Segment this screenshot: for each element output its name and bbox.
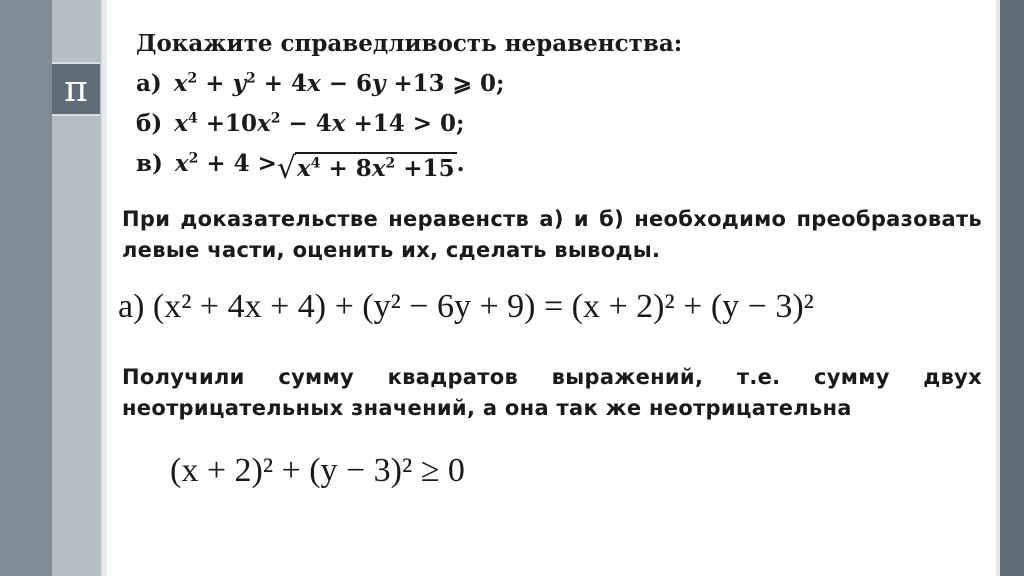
inequality-b xyxy=(136,104,856,144)
item-label: в) xyxy=(136,150,163,177)
inequality-b-expr: $x^4 +10x^2 - 4x +14 > 0$; xyxy=(174,110,465,137)
explanation-paragraph-2: Получили сумму квадратов выражений, т.е. сумму двух неотрицательных значений, а она так же неотрицательна xyxy=(122,365,982,420)
square-root: √ $x^4 + 8x^2 +15$ xyxy=(276,151,455,186)
right-sidebar-bar xyxy=(1000,0,1024,576)
inequality-c xyxy=(136,144,856,190)
transformation-formula: а) (x² + 4x + 4) + (y² − 6y + 9) = (x + 2)² + (y − 3)² xyxy=(118,288,814,325)
item-label: а) xyxy=(136,70,162,97)
pi-glyph: π xyxy=(64,68,88,110)
conclusion-formula: (x + 2)² + (y − 3)² ≥ 0 xyxy=(170,452,465,489)
left-sidebar-dark xyxy=(0,0,52,576)
problem-title: Докажите справедливость неравенства: xyxy=(136,30,683,57)
explanation-paragraph-1: При доказательстве неравенств а) и б) необходимо преобразовать левые части, оценить их, сделать выводы. xyxy=(122,207,982,262)
inequality-c-expr: $x^2 + 4$ > √ $x^4 + 8x^2 +15$ . xyxy=(174,150,465,186)
problem-block xyxy=(136,24,856,190)
pi-icon xyxy=(52,62,100,116)
sidebar-edge xyxy=(103,0,107,576)
item-label: б) xyxy=(136,110,163,137)
inequality-a-expr: $x^2 + y^2 + 4x - 6y +13$ ⩾ 0; xyxy=(173,70,505,97)
inequality-a xyxy=(136,64,856,104)
